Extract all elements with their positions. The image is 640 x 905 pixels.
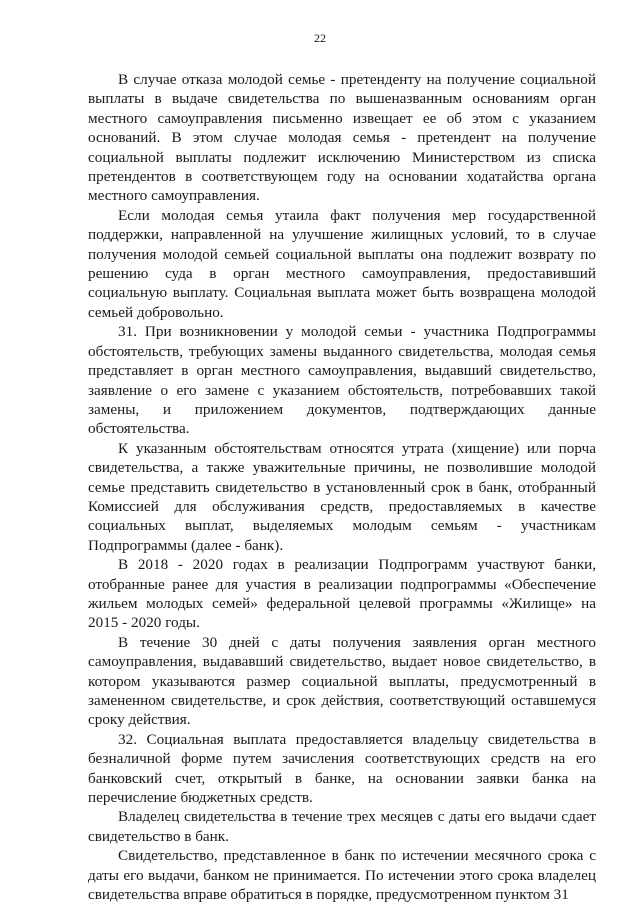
paragraph-item-31: 31. При возникновении у молодой семьи - участника Подпрограммы обстоятельств, требующих замены выданного свидетельства, молодая семья представляет в орган местного самоуправления, выдавший свидетельство, заявление о его замене с указанием обстоятельств, потребовавших такой замены, и приложением документов, подтверждающих данные обстоятельства. [88,323,596,438]
paragraph-expiry: Свидетельство, представленное в банк по истечении месячного срока с даты его выдачи, банком не принимается. По истечении этого срока владелец свидетельства вправе обратиться в порядке, предусмотренном пунктом 31 [88,847,596,904]
paragraph-item-32: 32. Социальная выплата предоставляется владельцу свидетельства в безналичной форме путем зачисления соответствующих средств на его банковский счет, открытый в банке, на основании заявки банка на перечисление бюджетных средств. [88,730,596,807]
page-number: 22 [314,31,326,45]
paragraph-submission: Владелец свидетельства в течение трех месяцев с даты его выдачи сдает свидетельство в банк. [88,808,596,845]
paragraph-refusal: В случае отказа молодой семье - претенденту на получение социальной выплаты в выдаче свидетельства по вышеназванным основаниям орган местного самоуправления письменно извещает ее об этом с указанием оснований. В этом случае молодая семья - претендент на получение социальной выплаты подлежит исключению Министерством из списка претендентов в соответствующем году на основании ходатайства органа местного самоуправления. [88,71,596,205]
paragraph-banks: В 2018 - 2020 годах в реализации Подпрограмм участвуют банки, отобранные ранее для участия в реализации подпрограммы «Обеспечение жильем молодых семей» федеральной целевой программы «Жилище» на 2015 - 2020 годы. [88,556,596,632]
paragraph-concealment: Если молодая семья утаила факт получения мер государственной поддержки, направленной на улучшение жилищных условий, то в случае получения молодой семьей социальной выплаты она подлежит возврату по решению суда в орган местного самоуправления, предоставивший социальную выплату. Социальная выплата может быть возвращена молодой семьей добровольно. [88,206,596,321]
paragraph-new-certificate: В течение 30 дней с даты получения заявления орган местного самоуправления, выдававший свидетельство, выдает новое свидетельство, в котором указываются размер социальной выплаты, предусмотренный в замененном свидетельстве, и срок действия, соответствующий оставшемуся сроку действия. [88,633,596,729]
paragraph-circumstances: К указанным обстоятельствам относятся утрата (хищение) или порча свидетельства, а также уважительные причины, не позволившие молодой семье представить свидетельство в установленный срок в банк, отобранный Комиссией для обслуживания средств, предоставляемых в качестве социальных выплат, выделяемых молодым семьям - участникам Подпрограммы (далее - банк). [88,439,596,554]
document-body [88,70,596,904]
